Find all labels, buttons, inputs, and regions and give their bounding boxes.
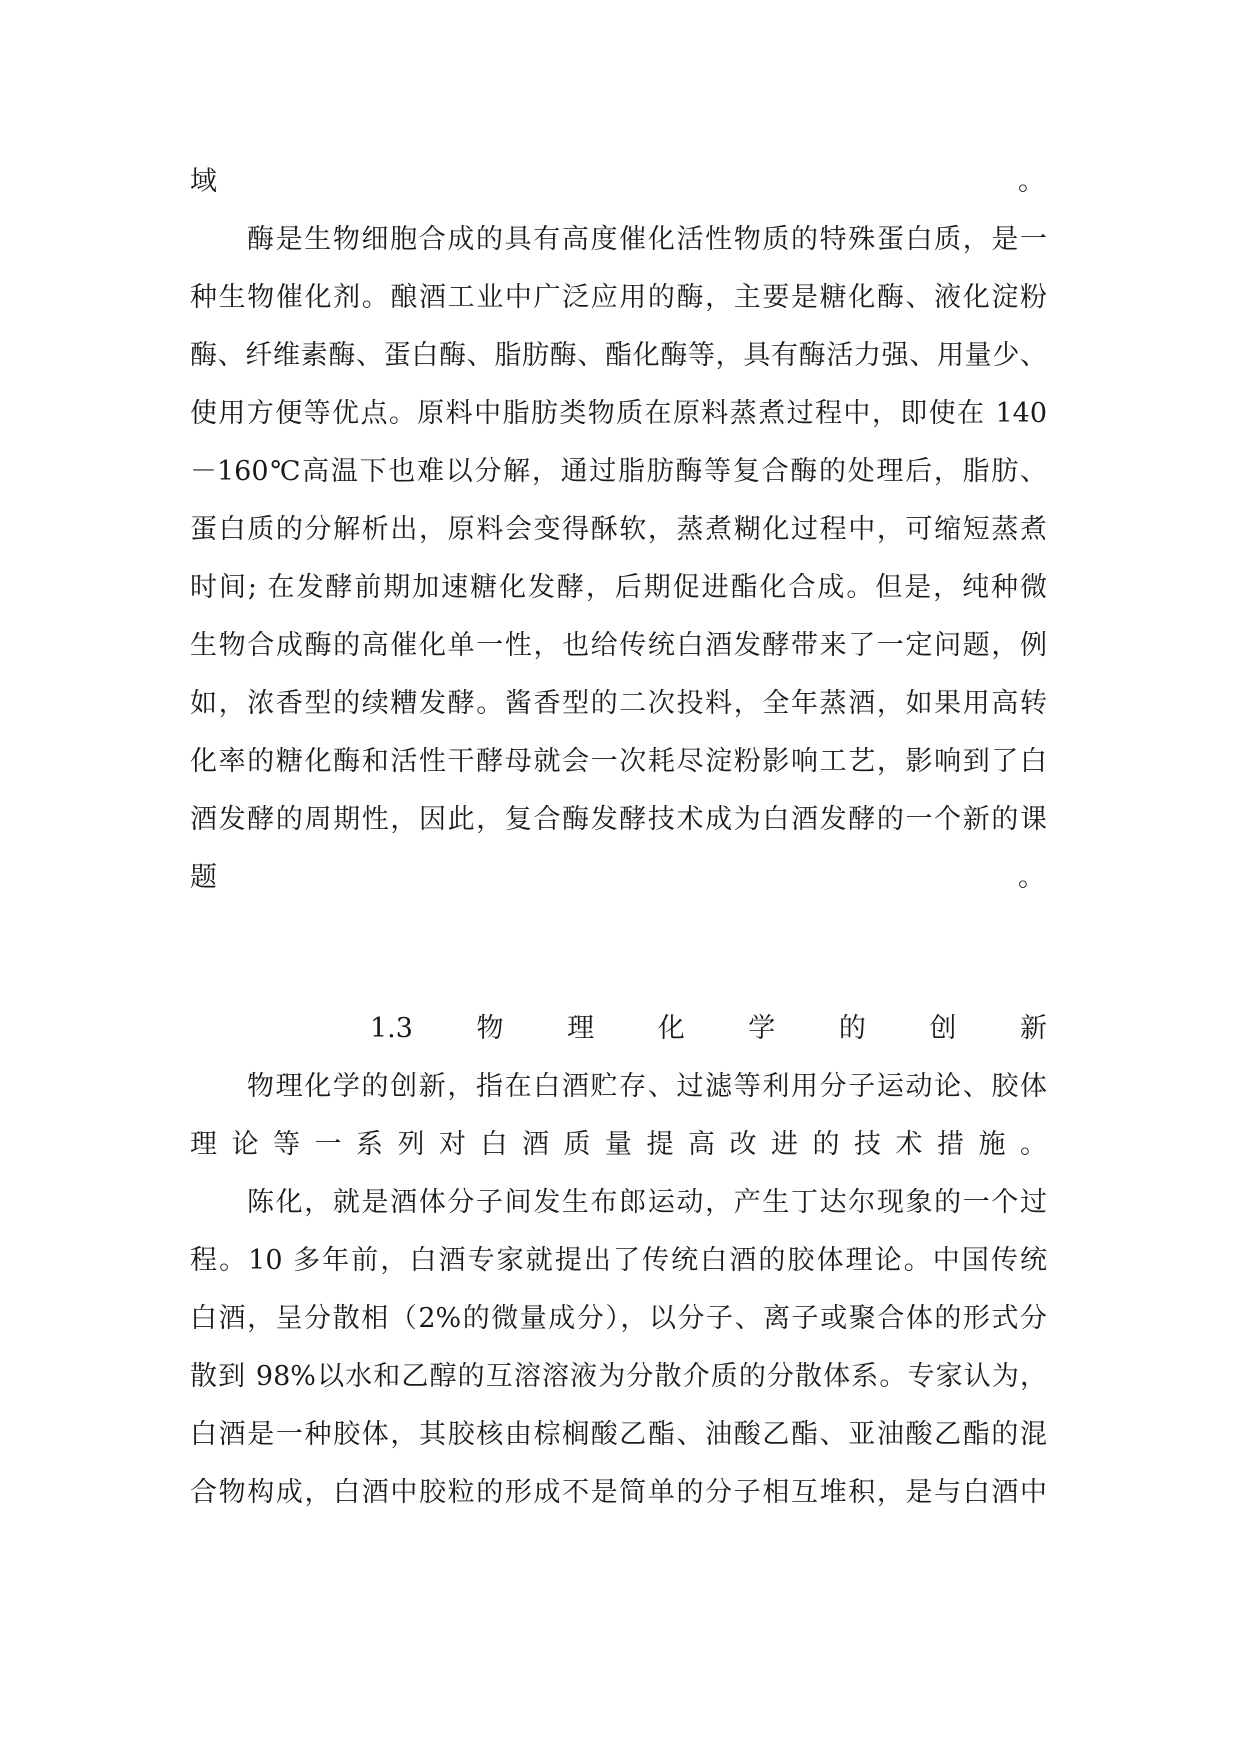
text-line: －160℃高温下也难以分解，通过脂肪酶等复合酶的处理后，脂肪、 bbox=[190, 456, 1047, 487]
text-line: 如，浓香型的续糟发酵。酱香型的二次投料，全年蒸酒，如果用高转 bbox=[190, 688, 1047, 719]
text-line: 生物合成酶的高催化单一性，也给传统白酒发酵带来了一定问题，例 bbox=[190, 630, 1047, 661]
text-line: 蛋白质的分解析出，原料会变得酥软，蒸煮糊化过程中，可缩短蒸煮 bbox=[190, 514, 1047, 545]
paragraph-first-line: 陈化，就是酒体分子间发生布郎运动，产生丁达尔现象的一个过 bbox=[247, 1187, 1047, 1218]
heading-char: 理 bbox=[567, 1013, 595, 1044]
heading-char: 新 bbox=[1020, 1013, 1047, 1044]
text-line: 使用方便等优点。原料中脂肪类物质在原料蒸煮过程中，即使在 140 bbox=[190, 398, 1047, 429]
heading-char: 创 bbox=[929, 1013, 957, 1044]
text-line: 程。10 多年前，白酒专家就提出了传统白酒的胶体理论。中国传统 bbox=[190, 1245, 1047, 1276]
text-line: 化率的糖化酶和活性干酵母就会一次耗尽淀粉影响工艺，影响到了白 bbox=[190, 746, 1047, 777]
text-line: 种生物催化剂。酿酒工业中广泛应用的酶，主要是糖化酶、液化淀粉 bbox=[190, 282, 1047, 313]
heading-char: 学 bbox=[748, 1013, 776, 1044]
text-fragment: 域 bbox=[190, 166, 217, 197]
heading-number: 1.3 bbox=[370, 1013, 413, 1044]
heading-char: 化 bbox=[657, 1013, 685, 1044]
text-line: 白酒，呈分散相（2%的微量成分），以分子、离子或聚合体的形式分 bbox=[190, 1303, 1047, 1334]
text-line: 时间; 在发酵前期加速糖化发酵，后期促进酯化合成。但是，纯种微 bbox=[190, 572, 1047, 603]
text-line bbox=[190, 160, 1047, 204]
paragraph-first-line: 物理化学的创新，指在白酒贮存、过滤等利用分子运动论、胶体 bbox=[247, 1071, 1047, 1102]
section-heading bbox=[370, 1007, 1047, 1051]
text-line bbox=[190, 856, 1047, 900]
text-fragment: 题 bbox=[190, 862, 217, 893]
text-line: 酒发酵的周期性，因此，复合酶发酵技术成为白酒发酵的一个新的课 bbox=[190, 804, 1047, 835]
text-line: 白酒是一种胶体，其胶核由棕榈酸乙酯、油酸乙酯、亚油酸乙酯的混 bbox=[190, 1419, 1047, 1450]
heading-char: 的 bbox=[838, 1013, 866, 1044]
text-line: 散到 98%以水和乙醇的互溶溶液为分散介质的分散体系。专家认为， bbox=[190, 1361, 1047, 1392]
text-line: 酶、纤维素酶、蛋白酶、脂肪酶、酯化酶等，具有酶活力强、用量少、 bbox=[190, 340, 1047, 371]
line-end-mark: 。 bbox=[1018, 166, 1045, 197]
line-end-mark: 。 bbox=[1018, 862, 1045, 893]
paragraph-first-line: 酶是生物细胞合成的具有高度催化活性物质的特殊蛋白质，是一 bbox=[247, 224, 1047, 255]
text-line: 合物构成，白酒中胶粒的形成不是简单的分子相互堆积，是与白酒中 bbox=[190, 1477, 1047, 1508]
text-line: 理论等一系列对白酒质量提高改进的技术措施。 bbox=[190, 1129, 1047, 1160]
heading-char: 物 bbox=[476, 1013, 504, 1044]
